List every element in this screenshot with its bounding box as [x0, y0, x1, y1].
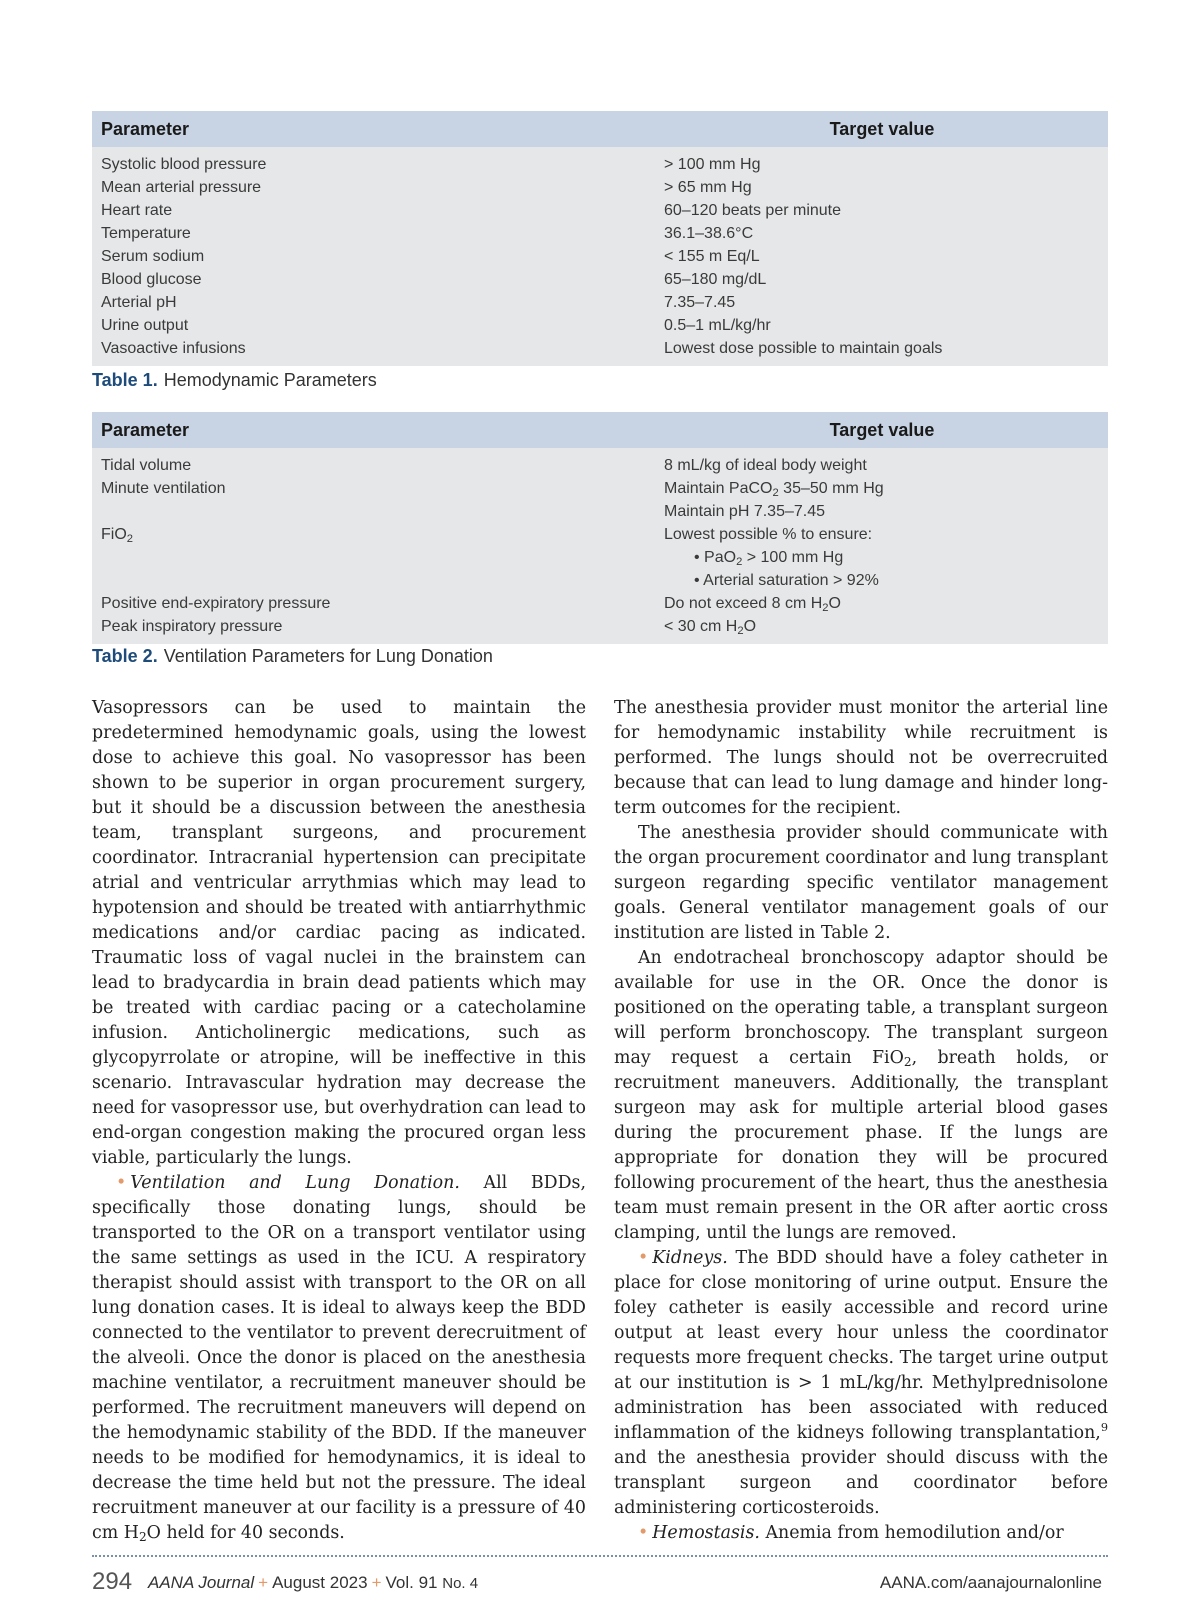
- table-row: [92, 546, 1108, 569]
- header-parameter: Parameter: [101, 119, 190, 139]
- cell-target-value: Lowest dose possible to maintain goals: [664, 340, 943, 357]
- journal-info: AANA Journal + August 2023 + Vol. 91 No. 4: [148, 1573, 479, 1592]
- volume: Vol. 91: [385, 1573, 438, 1592]
- table-row: [92, 337, 1108, 360]
- cell-parameter: Positive end-expiratory pressure: [101, 595, 331, 612]
- cell-parameter: Heart rate: [101, 202, 173, 219]
- cell-parameter: Peak inspiratory pressure: [101, 618, 283, 635]
- cell-parameter: FiO$_2$: [101, 526, 134, 545]
- bullet-icon: •: [116, 1173, 127, 1193]
- cell-target-value: Do not exceed 8 cm $H_2O$: [664, 595, 841, 614]
- cell-target-value: 8 mL/kg of ideal body weight: [664, 457, 867, 474]
- cell-parameter: Tidal volume: [101, 457, 192, 474]
- cell-target-value: 0.5–1 mL/kg/hr: [664, 317, 771, 334]
- table-row: [92, 222, 1108, 245]
- table-row: [92, 523, 1108, 546]
- cell-parameter: Urine output: [101, 317, 189, 334]
- table-row: [92, 268, 1108, 291]
- table-row: [92, 592, 1108, 615]
- caption-text: Hemodynamic Parameters: [163, 370, 377, 390]
- table-row: [92, 500, 1108, 523]
- cell-target-value: Maintain PaCO$_2$ 35–50 mm Hg: [664, 480, 884, 499]
- paragraph-text: The BDD should have a foley catheter in place for close monitoring of urine output. Ensure the foley catheter is easily accessible and record urine output at least every hour unless the coordinator requests more frequent checks. The target urine output at our institution is > 1 mL/kg/hr. Methylprednisolone administration has been associated with reduced inflammation of the kidneys following transplantation,: [614, 1248, 1108, 1443]
- table-row: [92, 153, 1108, 176]
- cell-target-value: 7.35–7.45: [664, 294, 736, 311]
- journal-name: AANA Journal: [148, 1573, 255, 1592]
- table-header: [92, 111, 1108, 147]
- section-heading: Ventilation and Lung Donation.: [130, 1173, 460, 1193]
- journal-url[interactable]: AANA.com/aanajournalonline: [879, 1573, 1102, 1592]
- right-column: [614, 696, 1108, 1546]
- cell-parameter: Mean arterial pressure: [101, 179, 262, 196]
- table-1-caption: [92, 370, 377, 391]
- table-ventilation: [92, 412, 1108, 644]
- table-row: [92, 176, 1108, 199]
- paragraph: The anesthesia provider must monitor the arterial line for hemodynamic instability while recruitment is performed. The lungs should not be overrecruited because that can lead to lung damage and hinder long-term outcomes for the recipient.: [614, 698, 1108, 818]
- cell-target-value: 60–120 beats per minute: [664, 202, 842, 219]
- cell-target-value: < 155 m Eq/L: [664, 248, 760, 265]
- table-row: [92, 291, 1108, 314]
- caption-label: Table 1.: [92, 370, 158, 390]
- page-number: 294: [92, 1568, 133, 1595]
- cell-target-value: > 100 mm Hg: [664, 156, 761, 173]
- table-hemodynamic: [92, 111, 1108, 366]
- caption-label: Table 2.: [92, 646, 158, 666]
- bullet-icon: •: [638, 1248, 649, 1268]
- paragraph-hemostasis: [614, 1521, 1108, 1546]
- cell-parameter: Minute ventilation: [101, 480, 226, 497]
- cell-target-value: Lowest possible % to ensure:: [664, 526, 873, 543]
- table-2-caption: [92, 646, 493, 667]
- issue: No. 4: [442, 1575, 479, 1592]
- cell-target-value: 36.1–38.6°C: [664, 225, 754, 242]
- cell-target-value: < 30 cm $H_2O$: [664, 618, 757, 637]
- paragraph-kidneys: [614, 1246, 1108, 1521]
- header-target-value: Target value: [829, 420, 935, 440]
- paragraph-text: Anemia from hemodilution and/or: [765, 1523, 1064, 1543]
- paragraph-text: and the anesthesia provider should discuss with the transplant surgeon and coordinator before administering corticosteroids.: [614, 1448, 1108, 1518]
- cell-parameter: Systolic blood pressure: [101, 156, 267, 173]
- bullet-icon: •: [638, 1523, 649, 1543]
- cell-parameter: Blood glucose: [101, 271, 202, 288]
- table-body: [92, 448, 1108, 644]
- page-footer: [92, 1568, 1108, 1598]
- paragraph: An endotracheal bronchoscopy adaptor should be available for use in the OR. Once the donor is positioned on the operating table, a transplant surgeon will perform bronchoscopy. The transplant surgeon may request a certain FiO$_2$, breath holds, or recruitment maneuvers. Additionally, the transplant surgeon may ask for multiple arterial blood gases during the procurement phase. If the lungs are appropriate for donation they will be procured following procurement of the heart, thus the anesthesia team must remain present in the OR after aortic cross clamping, until the lungs are removed.: [614, 948, 1108, 1243]
- table-row: [92, 569, 1108, 592]
- section-heading: Hemostasis.: [652, 1523, 760, 1543]
- reference-superscript[interactable]: 9: [1100, 1421, 1108, 1435]
- cell-parameter: Vasoactive infusions: [101, 340, 246, 357]
- table-row: [92, 245, 1108, 268]
- cell-target-value: > 65 mm Hg: [664, 179, 752, 196]
- table-row: [92, 314, 1108, 337]
- header-parameter: Parameter: [101, 420, 190, 440]
- table-row: [92, 477, 1108, 500]
- paragraph: The anesthesia provider should communicate with the organ procurement coordinator and lung transplant surgeon regarding specific ventilator management goals. General ventilator management goals of our institution are listed in Table 2.: [614, 823, 1108, 943]
- section-heading: Kidneys.: [652, 1248, 728, 1268]
- cell-target-value: • Arterial saturation > 92%: [694, 572, 879, 589]
- table-row: [92, 199, 1108, 222]
- paragraph-ventilation: [92, 1171, 586, 1546]
- caption-text: Ventilation Parameters for Lung Donation: [163, 646, 493, 666]
- cell-target-value: 65–180 mg/dL: [664, 271, 767, 288]
- paragraph-text: All BDDs, specifically those donating lungs, should be transported to the OR on a transport ventilator using the same settings as used in the ICU. A respiratory therapist should assist with transport to the OR on all lung donation cases. It is ideal to always keep the BDD connected to the ventilator to prevent derecruitment of the alveoli. Once the donor is placed on the anesthesia machine ventilator, a recruitment maneuver should be performed. The recruitment maneuvers will depend on the hemodynamic stability of the BDD. If the maneuver needs to be modified for hemodynamics, it is ideal to decrease the time held but not the pressure. The ideal recruitment maneuver at our facility is a pressure of 40 cm $H_2O$ held for 40 seconds.: [92, 1173, 586, 1544]
- table-row: [92, 615, 1108, 638]
- footer-divider: [92, 1555, 1108, 1557]
- table-row: [92, 454, 1108, 477]
- cell-parameter: Serum sodium: [101, 248, 205, 265]
- issue-date: August 2023: [272, 1573, 368, 1592]
- table-header: [92, 412, 1108, 448]
- cell-parameter: Temperature: [101, 225, 191, 242]
- cell-target-value: • PaO$_2$ > 100 mm Hg: [694, 549, 844, 568]
- table-body: [92, 147, 1108, 366]
- cell-parameter: Arterial pH: [101, 294, 177, 311]
- cell-target-value: Maintain pH 7.35–7.45: [664, 503, 825, 520]
- left-column: [92, 696, 586, 1546]
- paragraph: Vasopressors can be used to maintain the predetermined hemodynamic goals, using the lowest dose to achieve this goal. No vasopressor has been shown to be superior in organ procurement surgery, but it should be a discussion between the anesthesia team, transplant surgeons, and procurement coordinator. Intracranial hypertension can precipitate atrial and ventricular arrythmias which may lead to hypotension and should be treated with antiarrhythmic medications and/or cardiac pacing as indicated. Traumatic loss of vagal nuclei in the brainstem can lead to bradycardia in brain dead patients which may be treated with cardiac pacing or a catecholamine infusion. Anticholinergic medications, such as glycopyrrolate or atropine, will be ineffective in this scenario. Intravascular hydration may decrease the need for vasopressor use, but overhydration can lead to end-organ congestion making the procured organ less viable, particularly the lungs.: [92, 698, 586, 1168]
- header-target-value: Target value: [829, 119, 935, 139]
